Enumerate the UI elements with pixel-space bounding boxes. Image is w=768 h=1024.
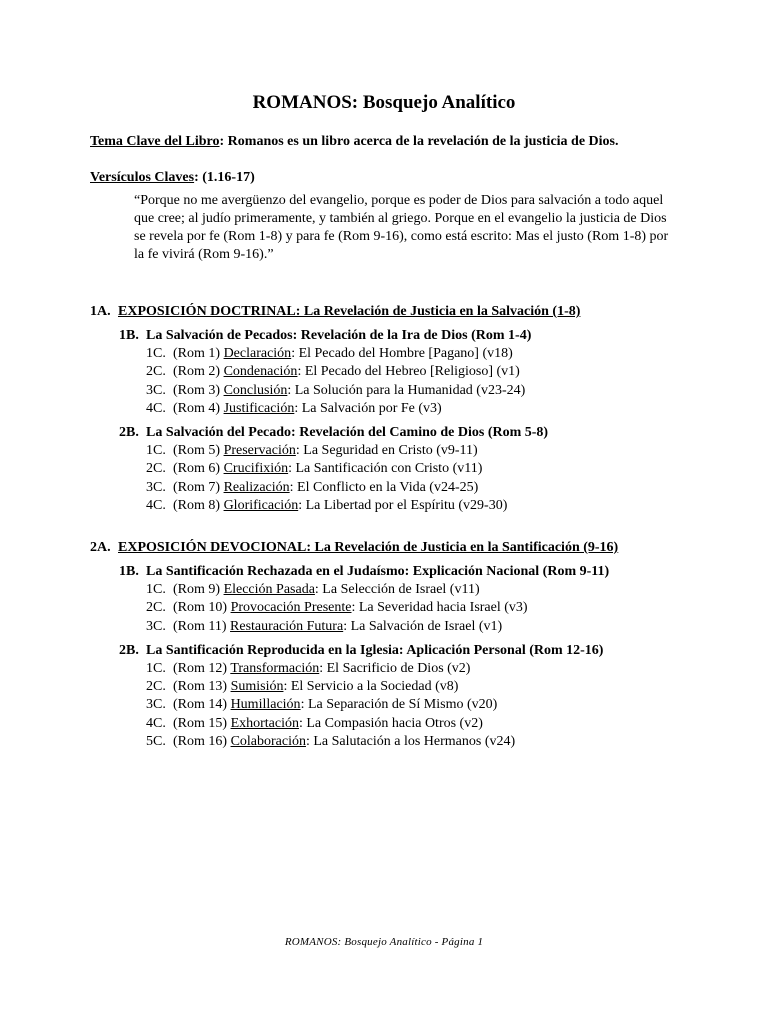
section-number: 2A.	[90, 540, 111, 555]
item-description: : La Separación de Sí Mismo (v20)	[300, 697, 498, 713]
subsection-number: 1B.	[119, 564, 139, 579]
item-description: : La Seguridad en Cristo (v9-11)	[295, 443, 478, 459]
item-keyword: Condenación	[223, 364, 298, 380]
item-number: 3C.	[146, 382, 166, 398]
list-item	[146, 715, 483, 733]
item-keyword: Crucifixión	[223, 461, 289, 477]
item-keyword: Declaración	[223, 346, 292, 362]
item-number: 3C.	[146, 479, 166, 495]
subsection-heading	[119, 642, 603, 660]
item-description: : La Santificación con Cristo (v11)	[288, 461, 483, 477]
item-keyword: Restauración Futura	[230, 618, 344, 634]
list-item	[146, 400, 442, 418]
list-item	[146, 678, 458, 696]
item-reference: (Rom 4)	[173, 400, 221, 416]
list-item	[146, 581, 480, 599]
item-number: 3C.	[146, 697, 166, 713]
subsection-title: La Santificación Rechazada en el Judaísmo: Explicación Nacional (Rom 9-11)	[146, 564, 610, 579]
item-reference: (Rom 7)	[173, 479, 221, 495]
item-description: : El Conflicto en la Vida (v24-25)	[289, 479, 479, 495]
item-keyword: Glorificación	[223, 497, 299, 513]
item-reference: (Rom 16)	[173, 733, 228, 749]
item-description: : La Solución para la Humanidad (v23-24)	[287, 382, 526, 398]
item-number: 2C.	[146, 600, 166, 616]
item-number: 5C.	[146, 733, 166, 749]
item-description: : La Salvación de Israel (v1)	[343, 618, 503, 634]
item-number: 4C.	[146, 497, 166, 513]
item-number: 1C.	[146, 443, 166, 459]
key-verses-ref: : (1.16-17)	[194, 170, 255, 185]
subsection-title: La Salvación del Pecado: Revelación del Camino de Dios (Rom 5-8)	[146, 425, 549, 440]
item-reference: (Rom 13)	[173, 679, 228, 695]
item-reference: (Rom 10)	[173, 600, 228, 616]
list-item	[146, 497, 507, 515]
key-verses-label: Versículos Claves	[90, 170, 195, 185]
item-description: : El Pecado del Hebreo [Religioso] (v1)	[297, 364, 520, 380]
list-item	[146, 618, 502, 636]
section-number: 1A.	[90, 304, 111, 319]
item-description: : La Compasión hacia Otros (v2)	[298, 715, 483, 731]
item-reference: (Rom 9)	[173, 582, 221, 598]
item-keyword: Elección Pasada	[223, 582, 315, 598]
item-keyword: Colaboración	[230, 733, 306, 749]
list-item	[146, 442, 478, 460]
subsection-title: La Salvación de Pecados: Revelación de la Ira de Dios (Rom 1-4)	[146, 328, 532, 343]
item-reference: (Rom 2)	[173, 364, 221, 380]
item-reference: (Rom 8)	[173, 497, 221, 513]
section-heading	[90, 539, 618, 557]
list-item	[146, 660, 470, 678]
section-title: EXPOSICIÓN DEVOCIONAL: La Revelación de Justicia en la Santificación (9-16)	[118, 540, 619, 555]
item-reference: (Rom 3)	[173, 382, 221, 398]
list-item	[146, 460, 482, 478]
list-item	[146, 599, 528, 617]
subsection-number: 1B.	[119, 328, 139, 343]
subsection-heading	[119, 563, 609, 581]
item-description: : La Severidad hacia Israel (v3)	[351, 600, 528, 616]
list-item	[146, 733, 515, 751]
theme-text: : Romanos es un libro acerca de la revelación de la justicia de Dios.	[219, 134, 619, 149]
key-verses-line	[90, 169, 255, 187]
theme-line	[90, 133, 619, 151]
item-keyword: Realización	[223, 479, 290, 495]
theme-label: Tema Clave del Libro	[90, 134, 220, 149]
item-number: 1C.	[146, 661, 166, 676]
item-reference: (Rom 12)	[173, 661, 228, 676]
subsection-title: La Santificación Reproducida en la Iglesia: Aplicación Personal (Rom 12-16)	[146, 642, 604, 658]
item-keyword: Justificación	[223, 400, 295, 416]
item-description: : La Selección de Israel (v11)	[314, 582, 480, 598]
item-number: 1C.	[146, 346, 166, 362]
item-description: : La Salvación por Fe (v3)	[294, 400, 442, 416]
item-keyword: Sumisión	[230, 679, 284, 695]
item-keyword: Provocación Presente	[230, 600, 352, 616]
item-reference: (Rom 11)	[173, 618, 227, 634]
list-item	[146, 382, 525, 400]
item-keyword: Exhortación	[230, 715, 299, 731]
list-item	[146, 696, 497, 714]
subsection-number: 2B.	[119, 425, 139, 440]
item-number: 3C.	[146, 618, 166, 634]
item-number: 4C.	[146, 715, 166, 731]
item-reference: (Rom 5)	[173, 443, 221, 459]
item-number: 2C.	[146, 364, 166, 380]
item-reference: (Rom 15)	[173, 715, 228, 731]
item-reference: (Rom 14)	[173, 697, 228, 713]
list-item	[146, 363, 520, 381]
subsection-heading	[119, 424, 548, 442]
page-title: ROMANOS: Bosquejo Analítico	[252, 92, 516, 113]
item-keyword: Transformación	[230, 661, 320, 676]
item-description: : El Servicio a la Sociedad (v8)	[283, 679, 459, 695]
item-description: : El Sacrificio de Dios (v2)	[319, 661, 471, 676]
section-heading	[90, 303, 580, 321]
page-footer: ROMANOS: Bosquejo Analítico - Página 1	[284, 936, 484, 948]
section-title: EXPOSICIÓN DOCTRINAL: La Revelación de Justicia en la Salvación (1-8)	[118, 304, 581, 319]
item-reference: (Rom 1)	[173, 346, 221, 362]
item-number: 1C.	[146, 582, 166, 598]
item-keyword: Humillación	[230, 697, 301, 713]
item-description: : El Pecado del Hombre [Pagano] (v18)	[291, 346, 513, 362]
item-description: : La Libertad por el Espíritu (v29-30)	[298, 497, 508, 513]
list-item	[146, 479, 478, 497]
item-keyword: Preservación	[223, 443, 296, 459]
list-item	[146, 345, 513, 363]
item-number: 2C.	[146, 679, 166, 695]
subsection-heading	[119, 327, 531, 345]
item-keyword: Conclusión	[223, 382, 288, 398]
item-number: 4C.	[146, 400, 166, 416]
item-number: 2C.	[146, 461, 166, 477]
key-verses-quote: “Porque no me avergüenzo del evangelio, porque es poder de Dios para salvación a todo aquel que cree; al judío primeramente, y también al griego. Porque en el evangelio la justicia de Dios se revela por fe (Rom 1-8) y para fe (Rom 9-16), como está escrito: Mas el justo (Rom 1-8) por la fe vivirá (Rom 9-16).”	[134, 193, 669, 262]
item-description: : La Salutación a los Hermanos (v24)	[305, 733, 516, 749]
subsection-number: 2B.	[119, 642, 139, 658]
item-reference: (Rom 6)	[173, 461, 221, 477]
